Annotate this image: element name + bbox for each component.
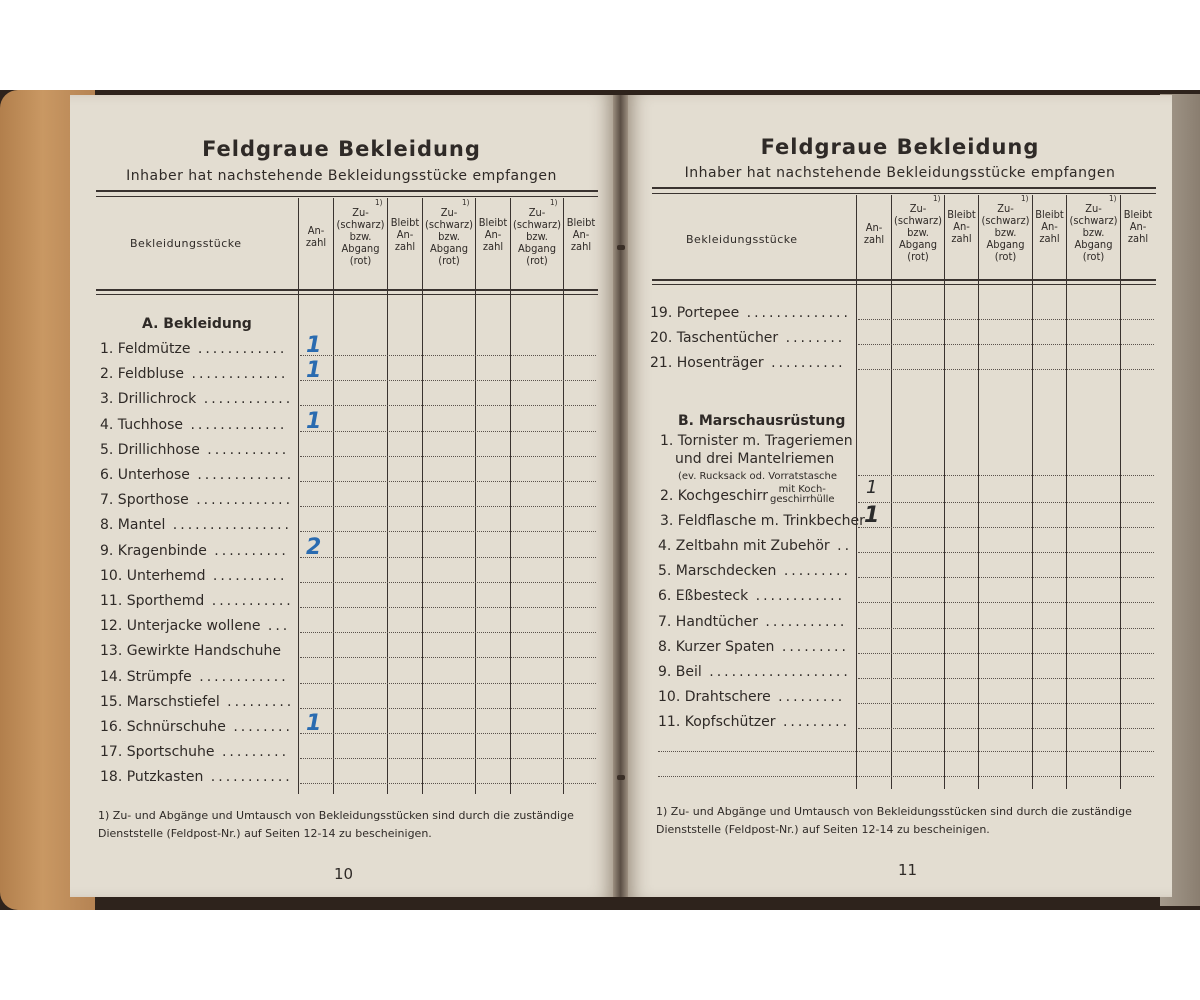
staple (617, 775, 625, 780)
column-header-bleibt: Bleibt An- zahl (390, 216, 420, 253)
list-item (100, 719, 293, 735)
table-row-line (858, 552, 1154, 553)
list-item (658, 714, 850, 730)
table-row-line (858, 628, 1154, 629)
list-item-label: 9. Beil (658, 664, 702, 680)
leader-dots: ............. (188, 492, 294, 509)
table-row-line (858, 728, 1154, 729)
page-footnote: 1) Zu- und Abgänge und Umtausch von Bekleidungsstücken sind durch die zuständige Dienststelle (Feldpost-Nr.) auf Seiten 12-14 zu bescheinigen. (656, 805, 1132, 836)
list-item (100, 593, 294, 609)
footnote-marker: 1) (1109, 194, 1117, 203)
column-header-bleibt: Bleibt An- zahl (947, 208, 976, 245)
leader-dots: ............. (189, 467, 295, 483)
column-header-zugang: Zu- (schwarz) bzw. Abgang (rot) (424, 206, 473, 267)
table-row-line (858, 527, 1154, 528)
leader-dots: ........ (225, 719, 293, 735)
page-number: 11 (898, 861, 918, 879)
list-item-label: 3. Drillichrock (100, 391, 197, 408)
table-row-line (858, 653, 1154, 654)
list-item (100, 492, 293, 508)
list-item-label: 4. Tuchhose (100, 416, 184, 433)
handwritten-quantity: 1 (306, 358, 322, 384)
leader-dots: ........... (199, 441, 290, 458)
list-item: 3. Feldflasche m. Trinkbecher (660, 513, 865, 529)
leader-dots: ........... (204, 593, 294, 609)
table-row-line (858, 678, 1154, 679)
column-header-bleibt: Bleibt An- zahl (566, 216, 596, 253)
list-item (100, 669, 289, 685)
table-row-line (300, 355, 596, 356)
list-item (650, 305, 851, 321)
column-header-bleibt: Bleibt An- zahl (1123, 208, 1153, 245)
page-title: Feldgraue Bekleidung (202, 137, 481, 161)
list-item (100, 442, 289, 458)
list-item-label: 14. Strümpfe (100, 668, 192, 685)
leader-dots: ......... (219, 693, 295, 710)
list-item-label: 11. Sporthemd (100, 593, 205, 609)
table-row-line (658, 776, 1154, 777)
column-divider (1120, 195, 1121, 789)
table-row-line (858, 577, 1154, 578)
column-divider (944, 195, 945, 789)
column-header-zugang: Zu- (schwarz) bzw. Abgang (rot) (512, 206, 561, 267)
leader-dots: ............ (748, 588, 846, 605)
leader-dots: .......... (205, 567, 288, 584)
leader-dots: ......... (776, 563, 851, 580)
column-header-zugang: Zu- (schwarz) bzw. Abgang (rot) (893, 202, 942, 263)
section-heading: A. Bekleidung (142, 316, 252, 332)
leader-dots: ......... (774, 638, 849, 655)
list-item-label: 8. Kurzer Spaten (658, 638, 775, 655)
list-item (658, 563, 851, 579)
list-item-label: 5. Marschdecken (658, 563, 777, 580)
column-divider (298, 198, 299, 794)
handwritten-quantity: 1 (306, 408, 322, 434)
list-item-label: 16. Schnürschuhe (100, 719, 226, 735)
list-item (100, 643, 281, 659)
list-item (658, 538, 852, 554)
table-row-line (300, 481, 596, 482)
column-header-item: Bekleidungsstücke (686, 233, 798, 246)
leader-dots: ............ (191, 668, 289, 685)
list-item-label: 11. Kopfschützer (658, 714, 776, 731)
list-item (100, 517, 292, 533)
table-row-line (300, 380, 596, 381)
table-row-line (300, 456, 596, 457)
table-row-line (858, 369, 1154, 370)
leader-dots: ......... (775, 714, 851, 731)
leader-dots: ............. (184, 366, 289, 383)
column-divider (422, 198, 423, 794)
handwritten-quantity: 1 (306, 333, 322, 358)
table-row-line (300, 783, 596, 784)
list-item (658, 689, 845, 705)
list-item-note: (ev. Rucksack od. Vorratstasche (678, 471, 838, 482)
leader-dots: .. (829, 538, 853, 554)
list-item (100, 543, 289, 559)
list-item (658, 639, 849, 655)
table-row-line (858, 502, 1154, 503)
table-row-line (300, 557, 596, 558)
list-item-label: 6. Eßbesteck (658, 588, 749, 605)
column-divider (978, 195, 979, 789)
page-number: 10 (334, 865, 354, 883)
list-item: 1. Tornister m. Trageriemen (660, 433, 853, 449)
list-item-label: 6. Unterhose (100, 467, 190, 483)
list-item-label: 15. Marschstiefel (100, 693, 220, 710)
column-divider (475, 198, 476, 794)
list-item (100, 366, 288, 382)
leader-dots: ........... (757, 613, 848, 630)
table-row-line (858, 475, 1154, 476)
list-item (100, 391, 293, 407)
list-item-label: 12. Unterjacke wollene (100, 618, 261, 635)
list-item (100, 417, 287, 433)
column-divider (1066, 195, 1067, 789)
table-row-line (300, 683, 596, 684)
leader-dots: ........... (203, 769, 293, 786)
table-row-line (300, 708, 596, 709)
handwritten-quantity: 1 (866, 477, 878, 498)
column-header-anzahl: An- zahl (305, 224, 327, 249)
leader-dots: ................... (701, 664, 851, 680)
list-item-label: 13. Gewirkte Handschuhe (100, 643, 282, 660)
column-header-zugang: Zu- (schwarz) bzw. Abgang (rot) (981, 202, 1030, 263)
page-subtitle: Inhaber hat nachstehende Bekleidungsstücke empfangen (684, 165, 1116, 181)
list-item (650, 330, 845, 346)
list-item-label: 10. Unterhemd (100, 567, 206, 584)
list-item (100, 568, 287, 584)
handwritten-quantity: 1 (306, 711, 322, 736)
footnote-marker: 1) (1021, 194, 1029, 203)
list-item-label: 10. Drahtschere (658, 689, 771, 706)
list-item-label: 17. Sportschuhe (100, 744, 215, 761)
table-header-rule (96, 289, 598, 295)
list-item-label: 18. Putzkasten (100, 769, 204, 786)
page-title: Feldgraue Bekleidung (760, 135, 1040, 159)
list-item-label: 19. Portepee (650, 305, 740, 321)
list-item-label: 8. Mantel (100, 517, 166, 534)
column-header-bleibt: Bleibt An- zahl (1035, 208, 1064, 245)
table-row-line (300, 607, 596, 608)
table-row-line (300, 632, 596, 633)
table-row-line (858, 344, 1154, 345)
footnote-marker: 1) (375, 198, 383, 207)
column-header-zugang: Zu- (schwarz) bzw. Abgang (rot) (336, 206, 385, 267)
table-row-line (300, 582, 596, 583)
table-row-line (858, 703, 1154, 704)
list-item (658, 588, 845, 604)
table-top-rule (652, 187, 1156, 194)
list-item (100, 744, 289, 760)
leader-dots: ......... (214, 744, 290, 761)
right-page (628, 95, 1172, 897)
column-divider (387, 198, 388, 794)
table-row-line (300, 758, 596, 759)
column-divider (856, 195, 857, 789)
column-divider (891, 195, 892, 789)
column-divider (510, 198, 511, 794)
list-item (650, 355, 846, 371)
handwritten-quantity: 2 (306, 534, 322, 560)
column-header-zugang: Zu- (schwarz) bzw. Abgang (rot) (1069, 202, 1118, 263)
leader-dots: ... (260, 618, 291, 635)
list-item-label: 1. Feldmütze (100, 341, 191, 357)
column-header-anzahl: An- zahl (863, 221, 885, 246)
list-item (100, 341, 287, 357)
table-row-line (858, 602, 1154, 603)
footnote-marker: 1) (550, 198, 558, 207)
leader-dots: .............. (739, 305, 851, 321)
list-item-note: mit Koch- geschirrhülle (770, 484, 835, 505)
list-item: 2. Kochgeschirr (660, 488, 768, 504)
column-divider (563, 198, 564, 794)
list-item (100, 769, 293, 785)
table-row-line (300, 531, 596, 532)
column-header-item: Bekleidungsstücke (130, 237, 242, 250)
list-item-continuation: und drei Mantelriemen (675, 451, 835, 467)
list-item-label: 5. Drillichhose (100, 441, 200, 458)
leader-dots: ......... (770, 689, 846, 706)
leader-dots: ................ (165, 517, 292, 534)
left-page (70, 95, 613, 897)
list-item-label: 4. Zeltbahn mit Zubehör (658, 538, 830, 554)
leader-dots: .......... (206, 542, 289, 559)
column-divider (1032, 195, 1033, 789)
table-row-line (300, 431, 596, 432)
section-heading: B. Marschausrüstung (678, 413, 846, 429)
leader-dots: ............ (190, 341, 288, 357)
leader-dots: .......... (763, 355, 846, 371)
table-row-line (300, 657, 596, 658)
leader-dots: ............. (183, 416, 288, 433)
list-item-label: 2. Feldbluse (100, 366, 185, 383)
list-item (658, 664, 851, 680)
page-footnote: 1) Zu- und Abgänge und Umtausch von Bekleidungsstücken sind durch die zuständige Dienststelle (Feldpost-Nr.) auf Seiten 12-14 zu bescheinigen. (98, 809, 574, 840)
list-item-label: 20. Taschentücher (650, 330, 779, 346)
table-top-rule (96, 190, 598, 197)
list-item (658, 614, 847, 630)
table-header-rule (652, 279, 1156, 285)
column-header-bleibt: Bleibt An- zahl (478, 216, 508, 253)
list-item-label: 7. Handtücher (658, 613, 758, 630)
page-subtitle: Inhaber hat nachstehende Bekleidungsstücke empfangen (126, 168, 557, 184)
table-row-line (300, 405, 596, 406)
leader-dots: ........ (778, 330, 846, 346)
leader-dots: ............ (196, 391, 294, 408)
table-row-line (658, 751, 1154, 752)
list-item (100, 618, 290, 634)
staple (617, 245, 625, 250)
footnote-marker: 1) (933, 194, 941, 203)
column-divider (333, 198, 334, 794)
list-item-label: 7. Sporthose (100, 492, 189, 509)
table-row-line (300, 506, 596, 507)
list-item (100, 467, 294, 483)
handwritten-quantity: 1 (864, 503, 880, 528)
list-item (100, 694, 294, 710)
table-row-line (858, 319, 1154, 320)
list-item-label: 21. Hosenträger (650, 355, 764, 371)
list-item-label: 9. Kragenbinde (100, 542, 207, 559)
footnote-marker: 1) (462, 198, 470, 207)
table-row-line (300, 733, 596, 734)
